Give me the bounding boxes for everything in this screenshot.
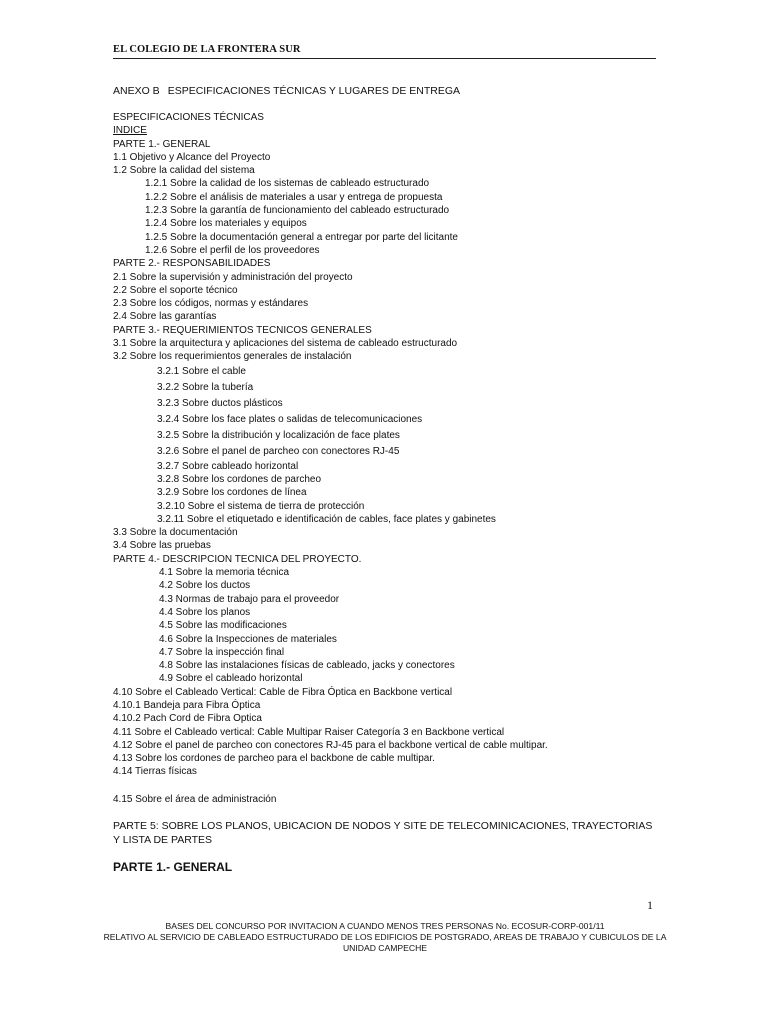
footer-line: UNIDAD CAMPECHE [342,943,428,953]
toc-item: 4.11 Sobre el Cableado vertical: Cable Multipar Raiser Categoría 3 en Backbone vertical [113,726,505,738]
toc-item: 4.10 Sobre el Cableado Vertical: Cable de Fibra Óptica en Backbone vertical [113,686,453,698]
footer-line: RELATIVO AL SERVICIO DE CABLEADO ESTRUCTURADO DE LOS EDIFICIOS DE POSTGRADO, AREAS DE TRABAJO Y CUBICULOS DE LA [103,932,667,942]
table-of-contents [113,111,673,806]
toc-item: 4.12 Sobre el panel de parcheo con conectores RJ-45 para el backbone vertical de cable multipar. [113,739,548,751]
toc-item: 1.2 Sobre la calidad del sistema [113,165,255,177]
toc-subitem: 3.2.7 Sobre cableado horizontal [157,460,299,472]
toc-subitem: 3.2.9 Sobre los cordones de línea [157,487,307,499]
page-number: 1 [647,898,653,912]
annex-title [113,85,460,97]
annex-code: ANEXO B [113,85,160,97]
toc-subitem: 3.2.5 Sobre la distribución y localización de face plates [157,429,400,441]
section-heading: PARTE 1.- GENERAL [113,860,233,874]
toc-item: 2.1 Sobre la supervisión y administración del proyecto [113,271,353,283]
toc-subitem: 3.2.2 Sobre la tubería [157,381,254,393]
toc-part-3-title: PARTE 3.- REQUERIMIENTOS TECNICOS GENERALES [113,324,372,336]
toc-item: 4.10.1 Bandeja para Fibra Óptica [113,699,261,711]
toc-subitem: 3.2.4 Sobre los face plates o salidas de telecomunicaciones [157,413,423,425]
toc-subitem: 1.2.4 Sobre los materiales y equipos [145,218,307,230]
toc-item: 4.14 Tierras físicas [113,766,197,778]
toc-subitem: 3.2.6 Sobre el panel de parcheo con conectores RJ-45 [157,445,400,457]
toc-subitem: 3.2.8 Sobre los cordones de parcheo [157,473,321,485]
part-5-title: PARTE 5: SOBRE LOS PLANOS, UBICACION DE NODOS Y SITE DE TELECOMINICACIONES, TRAYECTORIAS Y LISTA DE PARTES [113,820,653,846]
toc-subitem: 1.2.5 Sobre la documentación general a entregar por parte del licitante [145,231,458,243]
toc-subitem: 4.4 Sobre los planos [159,606,251,618]
toc-subitem: 1.2.3 Sobre la garantía de funcionamiento del cableado estructurado [145,205,450,217]
toc-subitem: 4.5 Sobre las modificaciones [159,620,287,632]
header-divider [113,58,656,59]
toc-subitem: 4.3 Normas de trabajo para el proveedor [159,593,340,605]
toc-item: 2.3 Sobre los códigos, normas y estándares [113,298,309,310]
toc-item: 3.1 Sobre la arquitectura y aplicaciones del sistema de cableado estructurado [113,338,458,350]
toc-heading: ESPECIFICACIONES TÉCNICAS [113,112,264,123]
toc-part-2-title: PARTE 2.- RESPONSABILIDADES [113,258,271,270]
toc-subitem: 4.7 Sobre la inspección final [159,646,285,658]
toc-subitem: 3.2.1 Sobre el cable [157,365,246,377]
toc-subitem: 3.2.11 Sobre el etiquetado e identificación de cables, face plates y gabinetes [157,513,496,525]
toc-subitem: 1.2.1 Sobre la calidad de los sistemas de cableado estructurado [145,178,430,190]
toc-subitem: 4.9 Sobre el cableado horizontal [159,673,303,685]
toc-item: 2.2 Sobre el soporte técnico [113,284,238,296]
toc-subitem: 4.1 Sobre la memoria técnica [159,567,290,579]
toc-part-4-title: PARTE 4.- DESCRIPCION TECNICA DEL PROYECTO. [113,553,362,565]
annex-heading: ESPECIFICACIONES TÉCNICAS Y LUGARES DE ENTREGA [167,85,461,97]
toc-subitem: 1.2.2 Sobre el análisis de materiales a usar y entrega de propuesta [145,191,443,203]
toc-item: 3.2 Sobre los requerimientos generales de instalación [113,351,352,363]
toc-subitem: 4.2 Sobre los ductos [159,580,251,592]
page-footer [100,921,670,954]
index-label: INDICE [113,125,147,137]
footer-line: BASES DEL CONCURSO POR INVITACION A CUANDO MENOS TRES PERSONAS No. ECOSUR-CORP-001/11 [165,921,605,931]
toc-subitem: 3.2.3 Sobre ductos plásticos [157,397,283,409]
toc-subitem: 1.2.6 Sobre el perfil de los proveedores [145,244,320,256]
toc-item: 3.4 Sobre las pruebas [113,540,211,552]
toc-item: 4.10.2 Pach Cord de Fibra Optica [113,713,262,725]
page-header: EL COLEGIO DE LA FRONTERA SUR [113,44,301,55]
toc-item: 3.3 Sobre la documentación [113,527,238,539]
toc-subitem: 4.6 Sobre la Inspecciones de materiales [159,633,337,645]
toc-item: 4.13 Sobre los cordones de parcheo para el backbone de cable multipar. [113,753,435,765]
toc-item: 2.4 Sobre las garantías [113,311,217,323]
toc-subitem: 3.2.10 Sobre el sistema de tierra de protección [157,500,365,512]
toc-subitem: 4.8 Sobre las instalaciones físicas de cableado, jacks y conectores [159,660,455,672]
toc-part-1-title: PARTE 1.- GENERAL [113,138,211,150]
toc-item: 1.1 Objetivo y Alcance del Proyecto [113,151,271,163]
toc-item: 4.15 Sobre el área de administración [113,793,277,805]
